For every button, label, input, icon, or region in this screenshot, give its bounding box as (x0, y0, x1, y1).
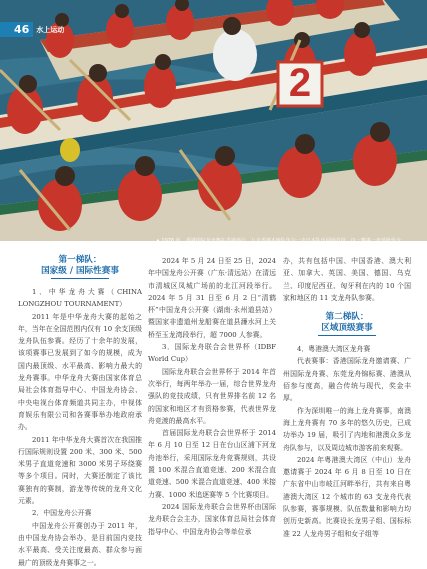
heading-divider (318, 335, 376, 336)
tier2-title: 第二梯队： (325, 312, 369, 323)
page-header (0, 22, 64, 37)
paragraph: 国际龙舟联合会世界杯于 2014 年首次举行，每两年举办一届，综合世界龙舟强队的竞技成绩，只有世界排名前 12 名的国家和地区才有资格参赛，代表世界龙舟竞渡的最高水平。 (148, 367, 276, 425)
tier1-title: 第一梯队： (58, 255, 102, 265)
item1-title: 1．中华龙舟大赛（CHINA LONGZHOU TOURNAMENT） (18, 288, 142, 309)
section-name: 水上运动 (36, 25, 65, 34)
column-3 (283, 255, 411, 540)
column-2 (148, 255, 276, 538)
paragraph: 2011 年是中华龙舟大赛的起始之年，当年在全国范围内仅有 10 余支顶级龙舟队伍参赛。经历了十余年的发展，该项赛事已发展到了如今的规模，成为国内最顶级、水平最高、影响力最大的龙舟赛事。中华龙舟大赛由国家体育总局社会体育指导中心、中国龙舟协会、中央电视台体育频道共同主办，中视体育娱乐有限公司和各赛事举办地政府承办。 (18, 312, 142, 432)
heading-divider (51, 278, 109, 279)
paragraph: 中国龙舟公开赛创办于 2011 年，由中国龙舟协会举办，是目前国内竞技水平最高、受关注度最高、群众参与面最广的顶级龙舟赛事之一。 (18, 521, 142, 567)
item2-title: 2．中国龙舟公开赛 (32, 509, 92, 518)
item3-title: 3．国际龙舟联合会世界杯（IDBF World Cup） (148, 343, 276, 364)
paragraph: 作为深圳唯一的海上龙舟赛事，南澳海上龙舟赛有 70 多年的悠久历史，已成功举办 19 届，吸引了内地和港澳众多龙舟队参与，以及周边城市游客前来观赛。 (283, 406, 411, 452)
item4-title: 4．粤港澳大湾区龙舟赛 (297, 345, 371, 354)
paragraph: 2024 年 5 月 24 日至 25 日，2024 年中国龙舟公开赛（广东·清远站）在清远市清城区凤城广场前的北江河段举行。2024 年 5 月 31 日至 6 月 2 日“清鹤杯”中国龙舟公开赛（湖南·永州道县站）暨国家非遗道州龙船赛在道县濂水河上关桥至玉龙湾段举行，超 7000 人参赛。 (148, 257, 276, 339)
paragraph: 首届国际龙舟联合会世界杯于 2014 年 6 月 10 日至 12 日在台山区浦下河龙舟池举行，采用国际龙舟竞赛规则，共设置 100 米混合直道竞速、200 米混合直道竞速、500 米混合直道竞速、400 米接力赛、1000 米追逐赛等 5 个比赛项目。 (148, 429, 276, 499)
paragraph: 代表赛事：香港国际龙舟邀请赛、广州国际龙舟赛、东莞龙舟锦标赛、港澳从佰参与度高，融合传统与现代，奖金丰厚。 (283, 357, 411, 403)
tier2-subtitle: 区域顶级赛事 (321, 323, 373, 334)
boat-number: 2 (288, 61, 312, 105)
paragraph: 办，共有包括中国、中国香港、澳大利亚、加拿大、英国、美国、德国、乌克兰、印度尼西亚、匈牙利在内的 10 个国家和地区的 11 支龙舟队参赛。 (283, 257, 411, 302)
tier1-subtitle: 国家级 / 国际性赛事 (41, 266, 119, 276)
photo-caption: ▲ 1976 年，香港国际龙舟赛在香港举行，九支香港本地队伍与一支日本队伍同场竞技，这一赛事一直延续至今 (156, 238, 401, 244)
paragraph: 2024 年粤港澳大湾区（中山）龙舟邀请赛于 2024 年 6 月 8 日至 10 日在广东省中山市岐江河畔举行，共有来自粤港澳大湾区 12 个城市的 63 支龙舟代表队参赛，赛事规模、队伍数量和影响力均创历史新高。比赛设长龙男子组、国标标准 22 人龙舟男子组和女子组等 (283, 455, 411, 538)
column-1 (18, 255, 142, 569)
page-number: 46 (0, 22, 33, 37)
paragraph: 2011 年中华龙舟大赛首次在我国推行国际规则设置 200 米、300 米、500 米男子直道竞速和 3000 米男子环绕赛等多个项目。同时，大赛还制定了该比赛独有的赛制，游龙等传统的龙舟文化元素。 (18, 435, 142, 506)
paragraph: 2024 国际龙舟联合会世界杯由国际龙舟联合会主办，国家体育总局社会体育指导中心、中国龙舟协会等单位承 (148, 502, 276, 536)
